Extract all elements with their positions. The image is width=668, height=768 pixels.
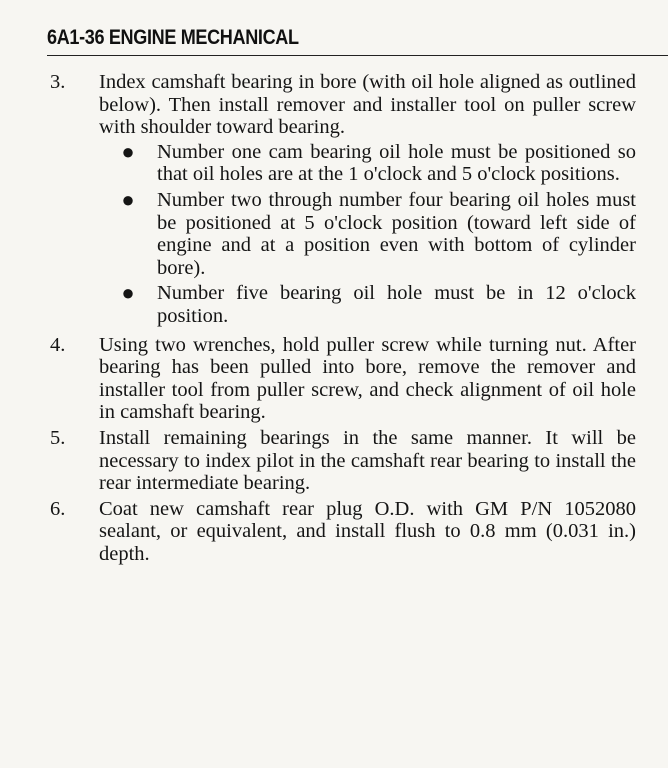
- page-header: 6A1-36 ENGINE MECHANICAL: [47, 26, 299, 49]
- step-number: 5.: [50, 426, 66, 449]
- step-body: [99, 427, 636, 495]
- step-text: Index camshaft bearing in bore (with oil hole aligned as outlined below). Then install remover and installer tool on puller screw with shoulder toward bearing.: [99, 71, 636, 139]
- bullet-icon: ●: [121, 186, 135, 212]
- step-text: Using two wrenches, hold puller screw while turning nut. After bearing has been pulled into bore, remove the remover and installer tool from puller screw, and check alignment of oil hole in camshaft bearing.: [99, 333, 636, 424]
- step-body: [99, 71, 636, 331]
- bullet-text: Number two through number four bearing oil holes must be positioned at 5 o'clock position (toward left side of engine and at a position even with bottom of cylinder bore).: [157, 188, 636, 279]
- bullet-item: [99, 186, 636, 279]
- step-5: [50, 427, 636, 495]
- step-body: [99, 334, 636, 424]
- bullet-item: [99, 282, 636, 327]
- header-rule: [47, 55, 668, 56]
- bullet-text: Number five bearing oil hole must be in 12 o'clock position.: [157, 282, 636, 327]
- step-text: Install remaining bearings in the same manner. It will be necessary to index pilot in the camshaft rear bearing to install the rear intermediate bearing.: [99, 426, 636, 495]
- step-3: [50, 71, 636, 331]
- step-4: [50, 334, 636, 424]
- step-number: 3.: [50, 71, 66, 93]
- bullet-icon: ●: [121, 138, 135, 164]
- bullet-item: [99, 138, 636, 186]
- step-body: [99, 498, 636, 566]
- step-text: Coat new camshaft rear plug O.D. with GM P/N 1052080 sealant, or equivalent, and install flush to 0.8 mm (0.031 in.) depth.: [99, 497, 636, 565]
- step-6: [50, 498, 636, 566]
- bullet-icon: ●: [121, 280, 135, 306]
- bullet-list: [99, 138, 636, 328]
- step-number: 6.: [50, 497, 66, 520]
- procedure-steps: [50, 71, 636, 568]
- step-number: 4.: [50, 333, 66, 356]
- bullet-text: Number one cam bearing oil hole must be positioned so that oil holes are at the 1 o'clock and 5 o'clock positions.: [157, 140, 636, 186]
